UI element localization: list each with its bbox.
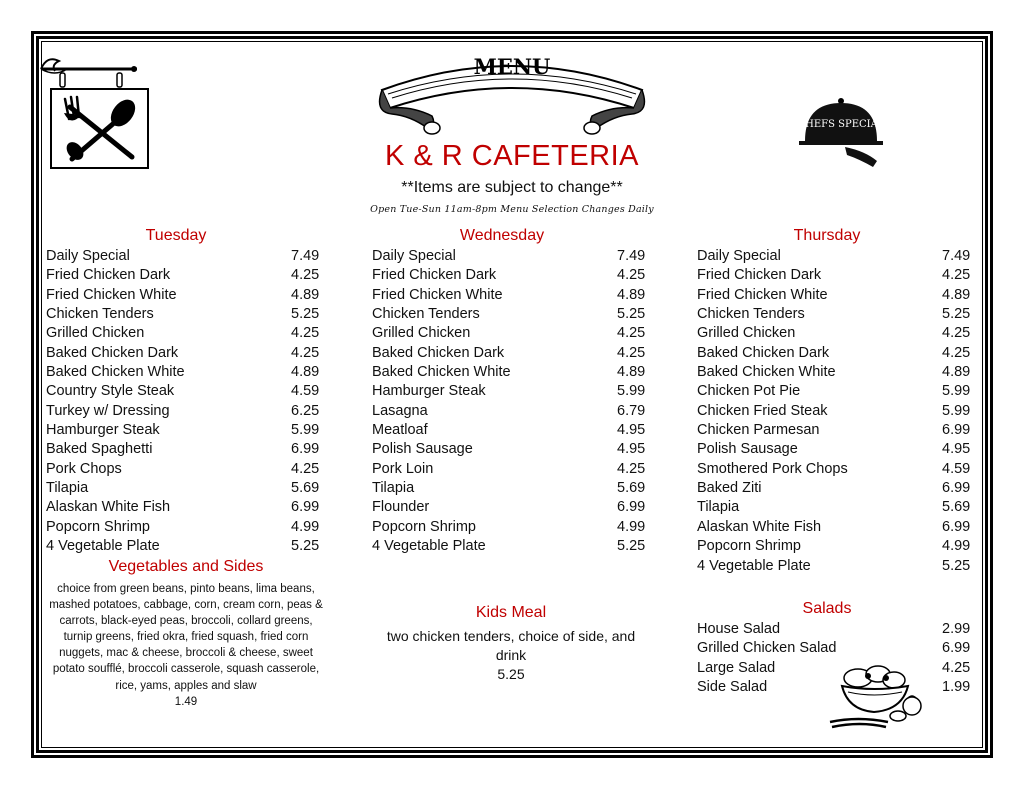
menu-item-price: 4.89	[617, 364, 646, 381]
menu-item	[46, 382, 320, 401]
menu-item-price: 4.59	[942, 460, 971, 477]
menu-item-price: 5.99	[617, 383, 646, 400]
menu-item-price: 6.25	[291, 402, 320, 419]
menu-item-price: 5.69	[291, 480, 320, 497]
menu-item-price: 4.89	[617, 286, 646, 303]
menu-item	[697, 363, 971, 382]
menu-item	[46, 344, 320, 363]
menu-item-price: 5.69	[942, 499, 971, 516]
menu-item-name: Popcorn Shrimp	[46, 518, 150, 535]
menu-item-name: 4 Vegetable Plate	[372, 538, 486, 555]
menu-item-name: 4 Vegetable Plate	[46, 538, 160, 555]
menu-item-name: Grilled Chicken	[46, 325, 145, 342]
menu-item-name: Chicken Parmesan	[697, 422, 820, 439]
restaurant-name: K & R CAFETERIA	[384, 140, 640, 172]
menu-item	[697, 518, 971, 537]
menu-item-name: Grilled Chicken	[372, 325, 471, 342]
menu-item	[46, 498, 320, 517]
menu-item-price: 6.99	[617, 499, 646, 516]
menu-item-price: 5.25	[942, 557, 971, 574]
menu-item	[46, 247, 320, 266]
vegetables-description: choice from green beans, pinto beans, lima beans, mashed potatoes, cabbage, corn, cream corn, peas & carrots, black-eyed peas, broccoli, collard greens, turnip greens, fried okra, fried squash, fried corn nuggets, mac & cheese, broccoli & cheese, sweet potato soufflé, broccoli casserole, squash casserole, rice, yams, apples and slaw	[49, 583, 323, 692]
menu-item	[46, 440, 320, 459]
day-items	[46, 247, 320, 557]
change-notice: **Items are subject to change**	[401, 179, 623, 196]
kids-meal-description: two chicken tenders, choice of side, and drink	[386, 628, 636, 663]
menu-item-name: Fried Chicken Dark	[372, 267, 497, 284]
day-items	[697, 247, 971, 576]
menu-item-name: Flounder	[372, 499, 430, 516]
menu-item-price: 4.25	[291, 325, 320, 342]
menu-item-price: 4.25	[942, 325, 971, 342]
menu-item	[697, 639, 971, 658]
menu-item	[697, 440, 971, 459]
menu-item-name: Baked Chicken White	[697, 364, 836, 381]
chefs-special-cloche-icon	[795, 95, 887, 175]
menu-item-name: Baked Chicken White	[372, 364, 511, 381]
menu-item-name: Chicken Pot Pie	[697, 383, 801, 400]
day-heading: Tuesday	[145, 227, 207, 244]
day-items	[372, 247, 646, 557]
menu-item	[46, 266, 320, 285]
menu-item-price: 4.95	[942, 441, 971, 458]
menu-item	[372, 324, 646, 343]
day-column-wednesday	[372, 225, 646, 557]
menu-item	[697, 537, 971, 556]
menu-item	[372, 266, 646, 285]
menu-item-name: Fried Chicken Dark	[697, 267, 822, 284]
menu-item-price: 4.89	[942, 286, 971, 303]
menu-item-name: Daily Special	[46, 248, 130, 264]
menu-item-name: Baked Chicken White	[46, 364, 185, 381]
menu-item-price: 4.99	[942, 538, 971, 555]
menu-item-name: Baked Chicken Dark	[372, 344, 505, 361]
menu-item	[372, 344, 646, 363]
menu-item	[46, 479, 320, 498]
menu-item-name: Country Style Steak	[46, 383, 175, 400]
day-heading: Thursday	[793, 227, 861, 244]
menu-item-name: Popcorn Shrimp	[372, 518, 476, 535]
menu-item-price: 4.89	[291, 364, 320, 381]
menu-item-name: Pork Loin	[372, 460, 434, 477]
menu-item-price: 4.99	[291, 518, 320, 535]
menu-item-price: 4.25	[617, 344, 646, 361]
menu-item	[372, 537, 646, 556]
menu-item-name: Lasagna	[372, 402, 428, 419]
menu-item	[372, 440, 646, 459]
menu-item	[46, 518, 320, 537]
menu-item-price: 4.25	[942, 659, 971, 676]
menu-item	[697, 421, 971, 440]
day-column-tuesday	[46, 225, 320, 557]
salads-heading: Salads	[802, 600, 852, 617]
menu-item-name: Side Salad	[697, 679, 768, 696]
menu-item-price: 6.99	[942, 422, 971, 439]
menu-item-name: Fried Chicken White	[46, 286, 177, 303]
menu-item-price: 6.79	[617, 402, 646, 419]
kids-meal-heading: Kids Meal	[475, 604, 547, 621]
menu-item-name: Daily Special	[372, 248, 456, 264]
menu-item-price: 5.25	[942, 306, 971, 323]
menu-item	[697, 620, 971, 639]
kids-meal-price: 5.25	[497, 666, 525, 682]
menu-item	[46, 421, 320, 440]
vegetables-price: 1.49	[174, 695, 198, 708]
menu-item-name: Tilapia	[46, 480, 89, 497]
menu-item-name: 4 Vegetable Plate	[697, 557, 811, 574]
menu-item-name: Grilled Chicken Salad	[697, 640, 837, 657]
menu-item-price: 6.99	[942, 518, 971, 535]
menu-item-name: Fried Chicken Dark	[46, 267, 171, 284]
menu-item-name: Baked Ziti	[697, 480, 762, 497]
salad-bowl-icon	[828, 664, 924, 730]
menu-item	[46, 402, 320, 421]
menu-item	[697, 324, 971, 343]
menu-item-price: 4.99	[617, 518, 646, 535]
menu-item	[372, 421, 646, 440]
badge-label: CHEFS SPECIAL	[797, 119, 885, 130]
menu-item	[697, 402, 971, 421]
menu-item-price: 4.25	[617, 460, 646, 477]
menu-item-price: 4.25	[291, 460, 320, 477]
menu-item-name: Chicken Tenders	[697, 306, 805, 323]
vegetables-heading: Vegetables and Sides	[108, 558, 264, 575]
menu-item-name: Tilapia	[372, 480, 415, 497]
menu-item-name: Hamburger Steak	[372, 383, 486, 400]
menu-item-name: Turkey w/ Dressing	[46, 402, 170, 419]
menu-item-price: 6.99	[942, 640, 971, 657]
menu-item-price: 5.99	[291, 422, 320, 439]
banner-label: MENU	[473, 54, 551, 79]
menu-item-price: 4.25	[942, 344, 971, 361]
menu-item	[697, 382, 971, 401]
menu-item-price: 4.25	[617, 267, 646, 284]
menu-item	[372, 382, 646, 401]
menu-item-price: 7.49	[942, 248, 971, 264]
menu-item-name: Pork Chops	[46, 460, 122, 477]
menu-item	[372, 518, 646, 537]
menu-item	[697, 557, 971, 576]
menu-item	[372, 402, 646, 421]
menu-item-name: Alaskan White Fish	[46, 499, 171, 516]
menu-item-name: Hamburger Steak	[46, 422, 160, 439]
menu-item-name: Alaskan White Fish	[697, 518, 822, 535]
menu-item-price: 5.25	[291, 538, 320, 555]
menu-item-name: Polish Sausage	[372, 441, 473, 458]
menu-item-name: Fried Chicken White	[697, 286, 828, 303]
menu-scroll-banner-icon	[372, 50, 652, 140]
menu-item	[46, 460, 320, 479]
menu-item	[372, 498, 646, 517]
menu-item-name: Fried Chicken White	[372, 286, 503, 303]
menu-item-name: Tilapia	[697, 499, 740, 516]
menu-item-price: 6.99	[291, 441, 320, 458]
menu-item-name: Baked Spaghetti	[46, 441, 153, 458]
menu-item-name: Baked Chicken Dark	[46, 344, 179, 361]
menu-item-price: 1.99	[942, 679, 971, 696]
menu-item	[46, 324, 320, 343]
menu-item-price: 4.25	[291, 344, 320, 361]
menu-item	[372, 460, 646, 479]
menu-item-price: 7.49	[617, 248, 646, 264]
menu-item-name: Chicken Tenders	[372, 306, 480, 323]
menu-item	[372, 305, 646, 324]
menu-item-price: 5.25	[617, 306, 646, 323]
menu-item	[372, 286, 646, 305]
hours-line: Open Tue-Sun 11am-8pm Menu Selection Changes Daily	[370, 204, 654, 215]
menu-item-price: 5.25	[617, 538, 646, 555]
menu-item	[697, 247, 971, 266]
menu-item	[697, 460, 971, 479]
menu-item	[46, 537, 320, 556]
menu-item-price: 6.99	[291, 499, 320, 516]
vegetables-section	[46, 581, 326, 710]
menu-item-price: 4.59	[291, 383, 320, 400]
menu-item-name: Chicken Fried Steak	[697, 402, 828, 419]
menu-item	[697, 498, 971, 517]
menu-item-price: 5.25	[291, 306, 320, 323]
menu-item-name: Baked Chicken Dark	[697, 344, 830, 361]
menu-item	[372, 363, 646, 382]
menu-item	[46, 363, 320, 382]
menu-item-price: 4.89	[291, 286, 320, 303]
menu-item-name: Chicken Tenders	[46, 306, 154, 323]
menu-item-price: 4.25	[942, 267, 971, 284]
menu-item-name: House Salad	[697, 621, 781, 637]
menu-item-name: Daily Special	[697, 248, 781, 264]
menu-item	[46, 305, 320, 324]
menu-item-name: Large Salad	[697, 659, 776, 676]
menu-item-name: Meatloaf	[372, 422, 428, 439]
menu-item-price: 6.99	[942, 480, 971, 497]
kids-meal-section	[370, 627, 652, 684]
menu-item	[697, 305, 971, 324]
menu-item-name: Polish Sausage	[697, 441, 798, 458]
menu-item	[697, 266, 971, 285]
day-column-thursday	[697, 225, 971, 576]
menu-item-name: Popcorn Shrimp	[697, 538, 801, 555]
menu-item-price: 4.25	[291, 267, 320, 284]
menu-item-price: 5.99	[942, 383, 971, 400]
menu-item-price: 4.95	[617, 441, 646, 458]
menu-item-price: 4.95	[617, 422, 646, 439]
menu-item-name: Smothered Pork Chops	[697, 460, 848, 477]
menu-item-name: Grilled Chicken	[697, 325, 796, 342]
menu-item	[46, 286, 320, 305]
menu-item-price: 4.25	[617, 325, 646, 342]
menu-item	[697, 286, 971, 305]
menu-item-price: 7.49	[291, 248, 320, 264]
menu-item-price: 5.69	[617, 480, 646, 497]
menu-item	[372, 479, 646, 498]
menu-item-price: 4.89	[942, 364, 971, 381]
menu-item-price: 5.99	[942, 402, 971, 419]
day-heading: Wednesday	[459, 227, 545, 244]
menu-item	[372, 247, 646, 266]
fork-and-spoon-sign-icon	[37, 47, 149, 171]
menu-item-price: 2.99	[942, 621, 971, 637]
menu-item	[697, 344, 971, 363]
menu-item	[697, 479, 971, 498]
